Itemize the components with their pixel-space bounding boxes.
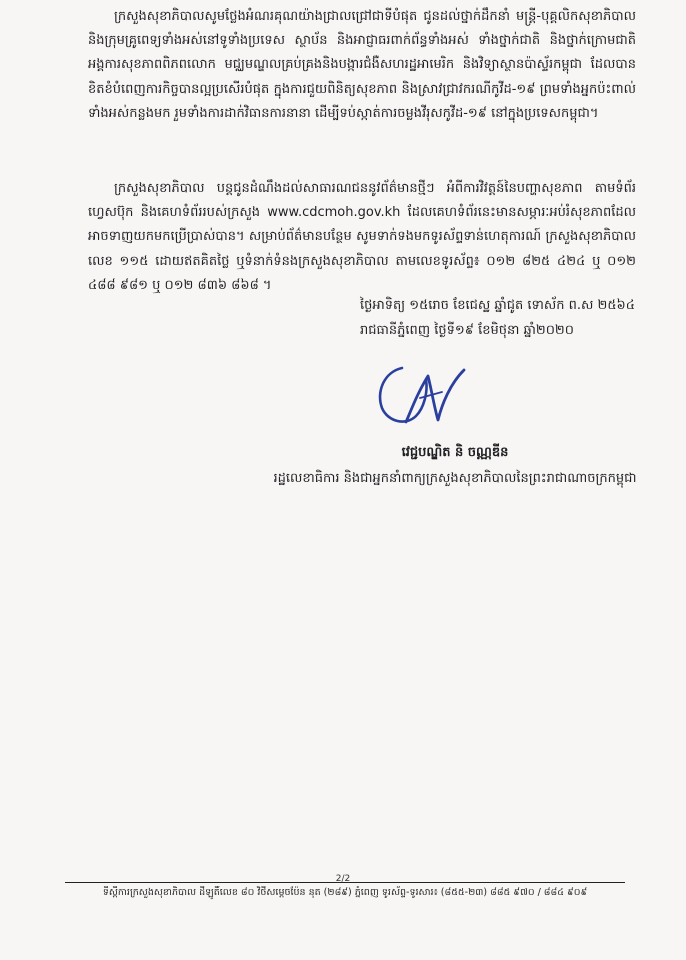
- page-number: 2/2: [335, 874, 351, 884]
- letter-paragraph-thanks: ក្រសួងសុខាភិបាលសូមថ្លែងអំណរគុណយ៉ាងជ្រាលជ្រៅជាទីបំផុត ជូនដល់ថ្នាក់ដឹកនាំ មន្ត្រី-បុគ្គលិកសុខាភិបាល និងក្រុមគ្រូពេទ្យទាំងអស់នៅទូទាំងប្រទេស ស្ថាប័ន និងអាជ្ញាធរពាក់ព័ន្ធទាំងអស់ ទាំងថ្នាក់ជាតិ និងថ្នាក់ក្រោមជាតិ អង្គការសុខភាពពិភពលោក មជ្ឈមណ្ឌលគ្រប់គ្រងនិងបង្ការជំងឺសហរដ្ឋអាមេរិក និងវិទ្យាស្ថានប៉ាស្ទ័រកម្ពុជា ដែលបានខិតខំបំពេញការកិច្ចបានល្អប្រសើរបំផុត ក្នុងការជួយពិនិត្យសុខភាព និងស្រាវជ្រាវករណីកូវីដ-១៩ ព្រមទាំងអ្នកប៉ះពាល់ទាំងអស់កន្លងមក រួមទាំងការដាក់វិធានការនានា ដើម្បីទប់ស្កាត់ការចម្លងវីរុសកូវីដ-១៩ នៅក្នុងប្រទេសកម្ពុជា។: [88, 9, 636, 121]
- signer-name: វេជ្ជបណ្ឌិត និ ចណ្ណឌីន: [401, 445, 509, 460]
- date-lunar: ថ្ងៃអាទិត្យ ១៥រោច ខែជេស្ឋ ឆ្នាំជូត ទោស័ក ព.ស ២៥៦៤: [360, 298, 635, 313]
- date-block: [360, 293, 660, 343]
- signer-block: [235, 440, 675, 492]
- footer-divider: [65, 882, 625, 883]
- signature-peak-stroke: [406, 370, 464, 422]
- signer-title: រដ្ឋលេខាធិការ និងជាអ្នកនាំពាក្យក្រសួងសុខាភិបាលនៃព្រះរាជាណាចក្រកម្ពុជា: [273, 471, 637, 486]
- date-solar: រាជធានីភ្នំពេញ ថ្ងៃទី១៩ ខែមិថុនា ឆ្នាំ២០២០: [360, 323, 574, 338]
- letter-paragraph-contact: ក្រសួងសុខាភិបាល បន្តជូនដំណឹងដល់សាធារណជននូវព័ត៌មានថ្មីៗ អំពីការវិវត្តន៍នៃបញ្ហាសុខភាព តាមទំព័រហ្វេសប៊ុក និងគេហទំព័ររបស់ក្រសួង www.cdcmoh.gov.kh ដែលគេហទំព័រនេះមានសម្ភារៈអប់រំសុខភាពដែលអាចទាញយកមកប្រើប្រាស់បាន។ សម្រាប់ព័ត៌មានបន្ថែម សូមទាក់ទងមកទូរស័ព្ទទាន់ហេតុការណ៍ ក្រសួងសុខាភិបាល លេខ ១១៥ ដោយឥតគិតថ្លៃ ឬទំនាក់ទំនងក្រសួងសុខាភិបាល តាមលេខទូរស័ព្ទ៖ ០១២ ៨២៥ ៤២៤ ឬ ០១២ ៤៨៨ ៩៨១ ឬ ០១២ ៨៣៦ ៨៦៨ ។: [88, 181, 636, 293]
- signature-loop-stroke: [380, 368, 426, 422]
- footer-address: ទីស្តីការក្រសួងសុខាភិបាល ដីឡូតិ៍លេខ ៨០ វិថីសម្តេចប៉ែន នុត (២៨៩) ភ្នំពេញ ទូរស័ព្ទ-ទូរសារ៖ (៨៥៥-២៣) ៨៨៥ ៩៧០ / ៨៨៤ ៩០៩: [102, 887, 588, 898]
- handwritten-signature: [372, 362, 476, 436]
